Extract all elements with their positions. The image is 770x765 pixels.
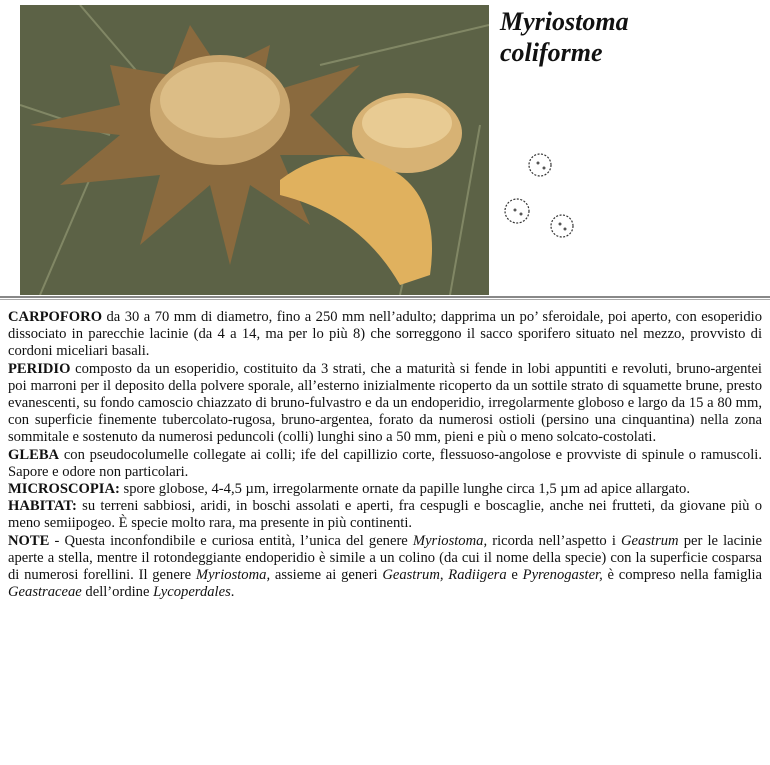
note-text: ricorda nell’aspetto i (487, 532, 622, 549)
note-text: - Questa inconfondibile e curiosa entità, l’unica del genere (49, 532, 413, 549)
note-text: dell’ordine (81, 584, 154, 601)
section-gleba (8, 447, 762, 481)
section-body: su terreni sabbiosi, aridi, in boschi assolati e aperti, fra cespugli e boscaglie, anche nei frutteti, da giovane più o meno semiipogeo. È specie molto rara, ma presente in più continenti. (8, 498, 762, 532)
section-heading: CARPOFORO (8, 309, 103, 325)
note-italic-term: Myriostoma, (195, 567, 271, 584)
note-text: assieme ai generi (270, 567, 383, 584)
note-text: per le lacinie aperte a stella, mentre il rotondeggiante endoperidio è simile a un colino (da cui il nome della specie) con la superficie cosparsa di numerosi forellini. Il genere (8, 532, 762, 584)
note-italic-term: Geastraceae (8, 584, 82, 601)
spore-drawings (500, 150, 590, 245)
note-italic-term: Myriostoma, (412, 532, 488, 549)
section-heading: MICROSCOPIA: (8, 481, 120, 498)
note-italic-term: Lycoperdales (153, 584, 231, 601)
section-heading: GLEBA (8, 446, 60, 463)
mushroom-photo (20, 5, 489, 295)
title-species: coliforme (500, 38, 603, 67)
note-text: è compreso nella famiglia (602, 567, 763, 584)
section-heading: PERIDIO (8, 360, 71, 377)
section-body: da 30 a 70 mm di diametro, fino a 250 mm nell’adulto; dapprima un po’ sferoidale, poi aperto, con esoperidio dissociato in parecchie lacinie (da 4 a 14, ma per lo più 8) che sorreggono il sacco sporifero situato nel mezzo, provvisto di cordoni miceliari basali. (8, 309, 762, 360)
note-text: . (230, 584, 235, 601)
title-genus: Myriostoma (500, 7, 629, 36)
note-italic-term: Geastrum, Radiigera (382, 567, 507, 584)
section-body: spore globose, 4-4,5 µm, irregolarmente ornate da papille lunghe circa 1,5 µm ad apice allargato. (119, 481, 690, 498)
section-carpoforo (8, 309, 762, 361)
note-italic-term: Pyrenogaster, (522, 567, 603, 584)
section-note (8, 533, 762, 602)
section-habitat (8, 498, 762, 532)
species-title (500, 6, 629, 68)
section-heading: HABITAT: (8, 498, 77, 515)
section-peridio (8, 361, 762, 447)
section-body: composto da un esoperidio, costituito da 3 strati, che a maturità si fende in lobi appuntiti e revoluti, bruno-argentei poi marroni per il deposito della polvere sporale, all’esterno inizialmente ricoperto da un sottile strato di squamette brune, presto evanescenti, su fondo camoscio chiazzato di bruno-fulvastro e da un endoperidio, irregolarmente globoso e largo da 15 a 80 mm, con superficie finemente tubercolato-rugosa, bruno-argentea, forato da numerosi ostioli (persino una cinquantina) nella zona sommitale e sostenuto da numerosi peduncoli (colli) lunghi sino a 50 mm, pieni e più o meno solcato-costolati. (8, 360, 762, 446)
section-microscopia (8, 481, 762, 498)
note-text: e (506, 567, 523, 584)
section-heading: NOTE (8, 532, 50, 549)
note-italic-term: Geastrum (621, 532, 679, 549)
section-body: con pseudocolumelle collegate ai colli; ife del capillizio corte, flessuoso-angolose e provviste di spinule o ramuscoli. Sapore e odore non particolari. (8, 446, 762, 480)
description-text (8, 309, 762, 601)
separator-line (0, 296, 770, 300)
